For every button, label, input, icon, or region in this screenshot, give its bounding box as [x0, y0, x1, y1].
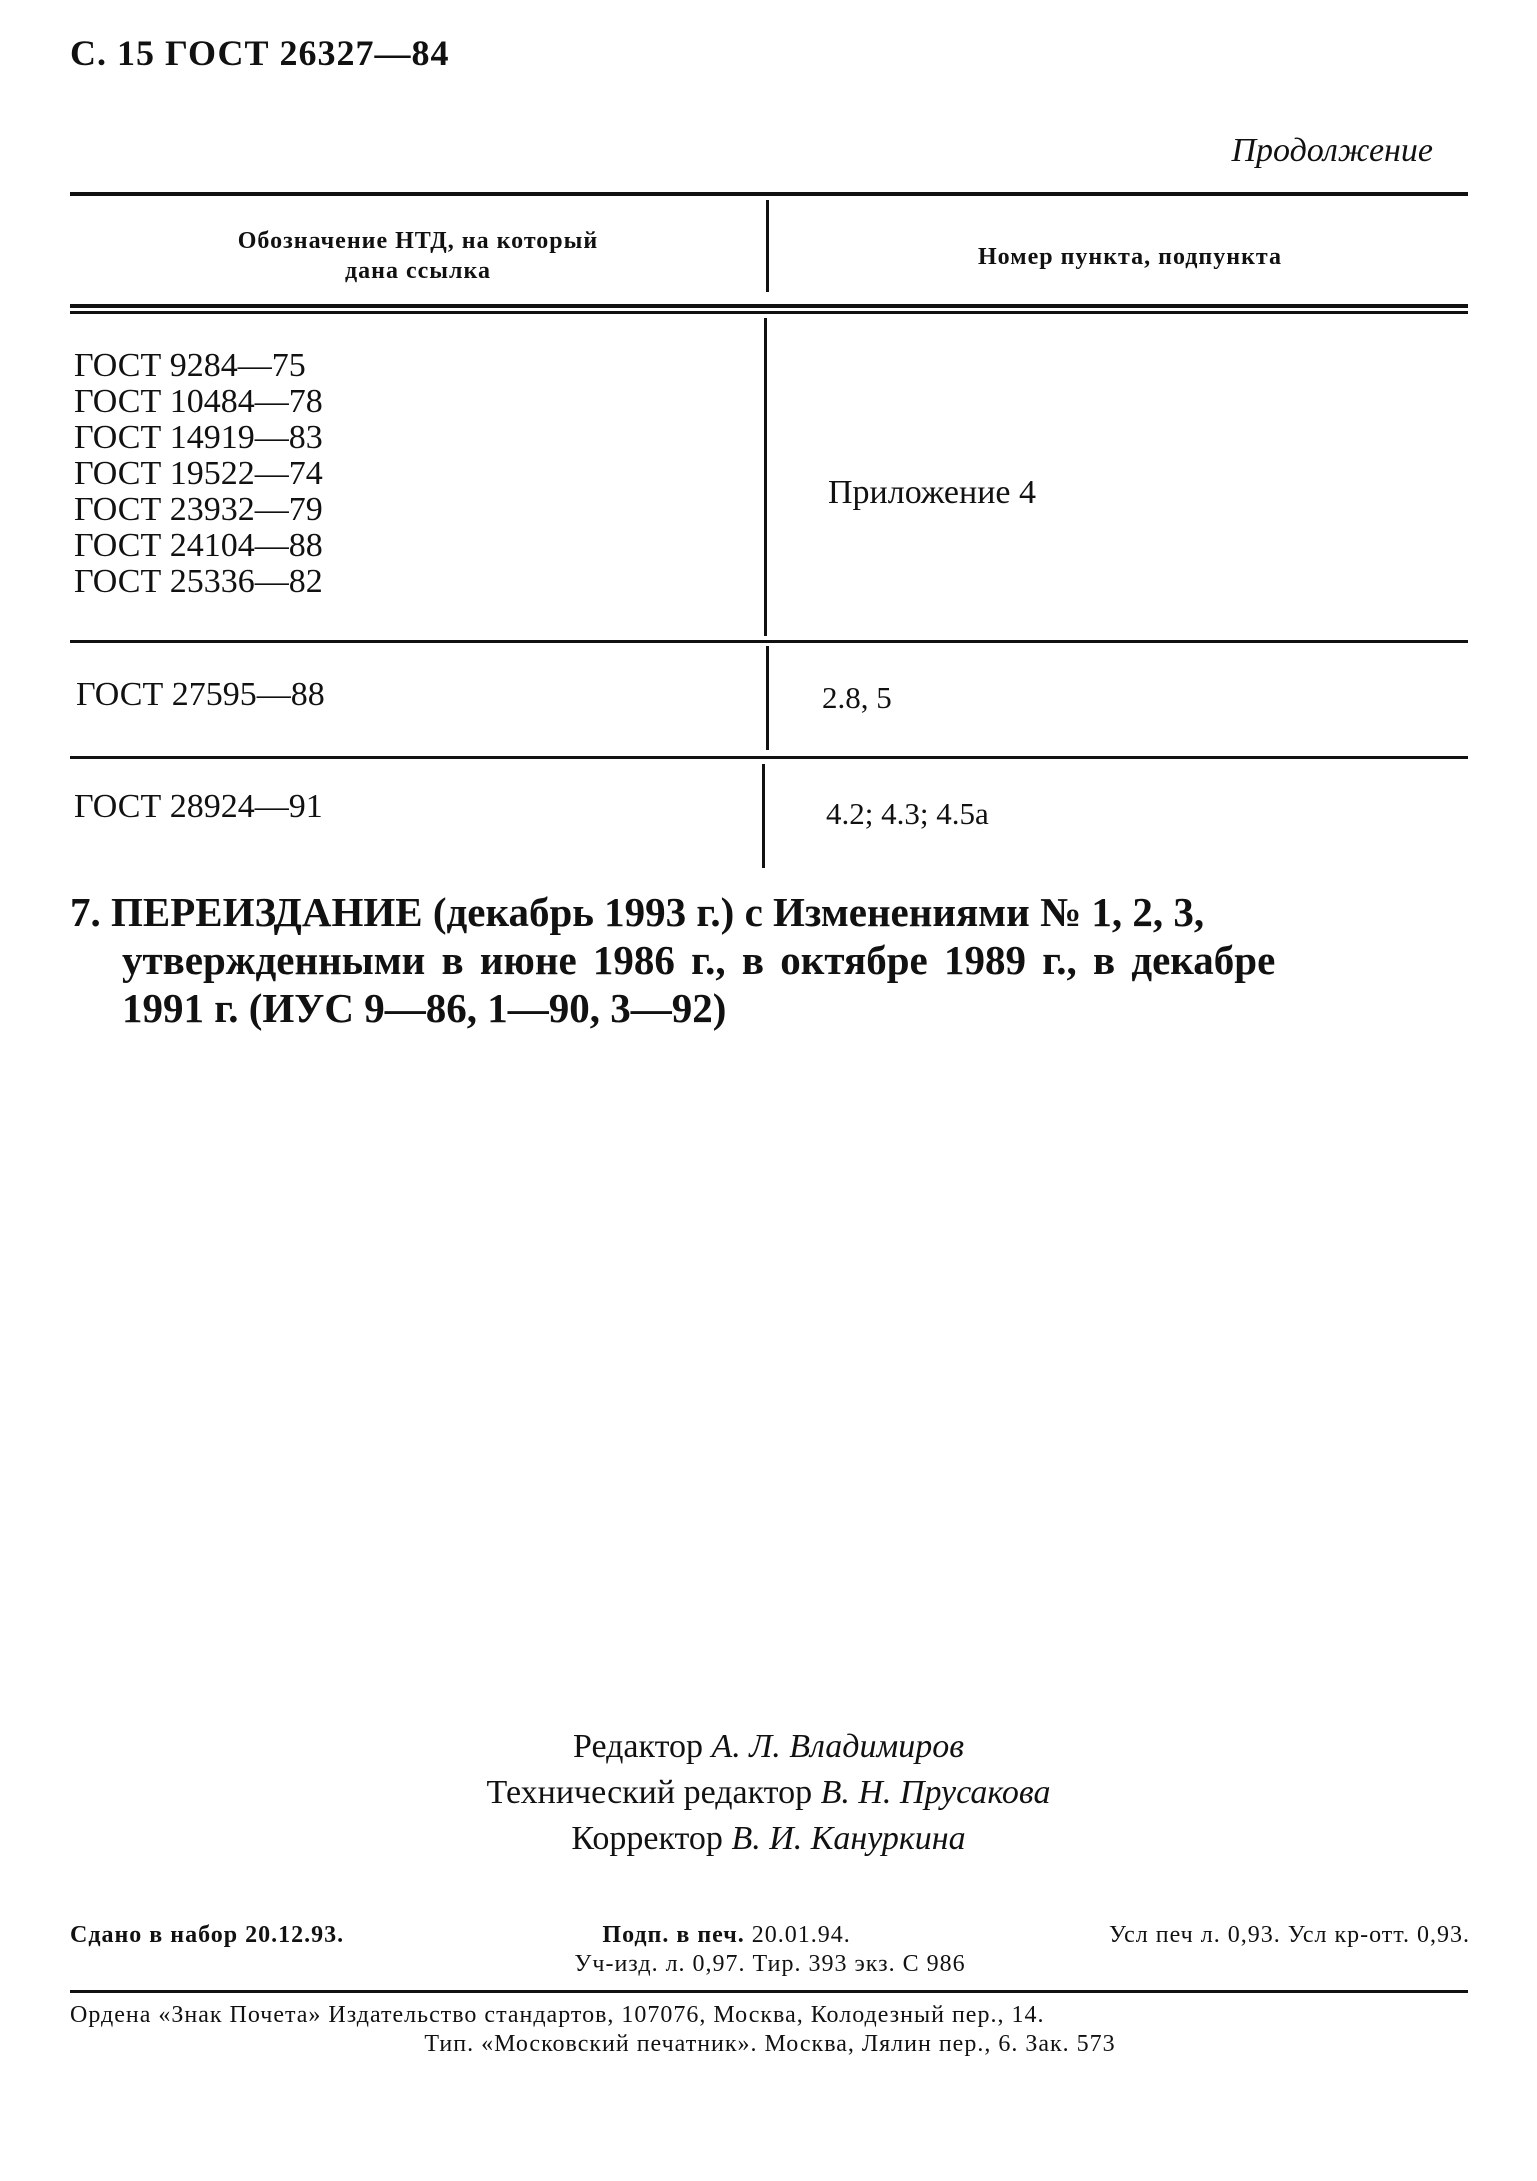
column-header-ntd	[90, 226, 746, 286]
row-separator-rule	[70, 756, 1468, 759]
credit-name: В. И. Кануркина	[731, 1820, 966, 1857]
ntd-code: ГОСТ 14919—83	[74, 419, 323, 456]
row-separator-rule	[70, 640, 1468, 643]
header-column-divider	[766, 200, 769, 292]
column-header-item: Номер пункта, подпункта	[978, 244, 1282, 270]
ntd-code: ГОСТ 9284—75	[74, 347, 306, 384]
table-row-item-group3: 4.2; 4.3; 4.5а	[826, 796, 989, 831]
credit-name: В. Н. Прусакова	[820, 1774, 1051, 1811]
table-row-item-group1: Приложение 4	[828, 474, 1036, 511]
reissue-note	[70, 888, 1470, 1032]
imprint-sent	[70, 1922, 344, 1949]
credit-corrector	[0, 1816, 1537, 1862]
table-row-codes-group1	[74, 348, 323, 600]
ntd-code: ГОСТ 10484—78	[74, 383, 323, 420]
imprint-line-2: Уч-изд. л. 0,97. Тир. 393 экз. С 986	[574, 1951, 966, 1977]
row-column-divider	[762, 764, 765, 868]
credit-role: Корректор	[571, 1820, 723, 1857]
table-top-rule	[70, 192, 1468, 196]
imprint-signed-label: Подп. в печ.	[602, 1922, 745, 1948]
row-column-divider	[764, 318, 767, 636]
imprint-sent-date: 20.12.93.	[245, 1922, 345, 1948]
publisher-line-1: Ордена «Знак Почета» Издательство стандартов, 107076, Москва, Колодезный пер., 14.	[70, 2002, 1045, 2028]
credit-editor	[0, 1724, 1537, 1770]
credit-tech-editor	[0, 1770, 1537, 1816]
header-double-rule-top	[70, 304, 1468, 308]
reissue-line-2: утвержденными в июне 1986 г., в октябре 1989 г., в декабре	[122, 937, 1276, 983]
column-header-ntd-line1: Обозначение НТД, на который	[237, 228, 599, 254]
table-row-code-group2: ГОСТ 27595—88	[76, 676, 325, 713]
imprint-publisher	[70, 2002, 1470, 2058]
imprint-rule	[70, 1990, 1468, 1993]
imprint-signed-date: 20.01.94.	[751, 1922, 851, 1948]
column-header-ntd-line2: дана ссылка	[345, 258, 491, 284]
credit-role: Редактор	[573, 1728, 703, 1765]
credits	[0, 1724, 1537, 1862]
ntd-code: ГОСТ 24104—88	[74, 527, 323, 564]
imprint-signed	[602, 1922, 850, 1949]
ntd-code: ГОСТ 23932—79	[74, 491, 323, 528]
ntd-code: ГОСТ 25336—82	[74, 563, 323, 600]
imprint-sent-label: Сдано в набор	[70, 1922, 239, 1948]
table-row-item-group2: 2.8, 5	[822, 680, 892, 715]
credit-role: Технический редактор	[486, 1774, 813, 1811]
header-double-rule-bottom	[70, 311, 1468, 314]
ntd-code: ГОСТ 19522—74	[74, 455, 323, 492]
credit-name: А. Л. Владимиров	[711, 1728, 964, 1765]
imprint-print-data	[70, 1922, 1470, 1978]
continuation-label: Продолжение	[1231, 132, 1433, 169]
publisher-line-2: Тип. «Московский печатник». Москва, Лялин пер., 6. Зак. 573	[424, 2031, 1116, 2057]
reissue-line-3: 1991 г. (ИУС 9—86, 1—90, 3—92)	[122, 985, 727, 1031]
row-column-divider	[766, 646, 769, 750]
reissue-line-1: 7. ПЕРЕИЗДАНИЕ (декабрь 1993 г.) с Изменениями № 1, 2, 3,	[70, 889, 1205, 935]
table-row-code-group3: ГОСТ 28924—91	[74, 788, 323, 825]
page-header: С. 15 ГОСТ 26327—84	[70, 33, 450, 73]
imprint-sheets: Усл печ л. 0,93. Усл кр-отт. 0,93.	[1109, 1922, 1470, 1948]
